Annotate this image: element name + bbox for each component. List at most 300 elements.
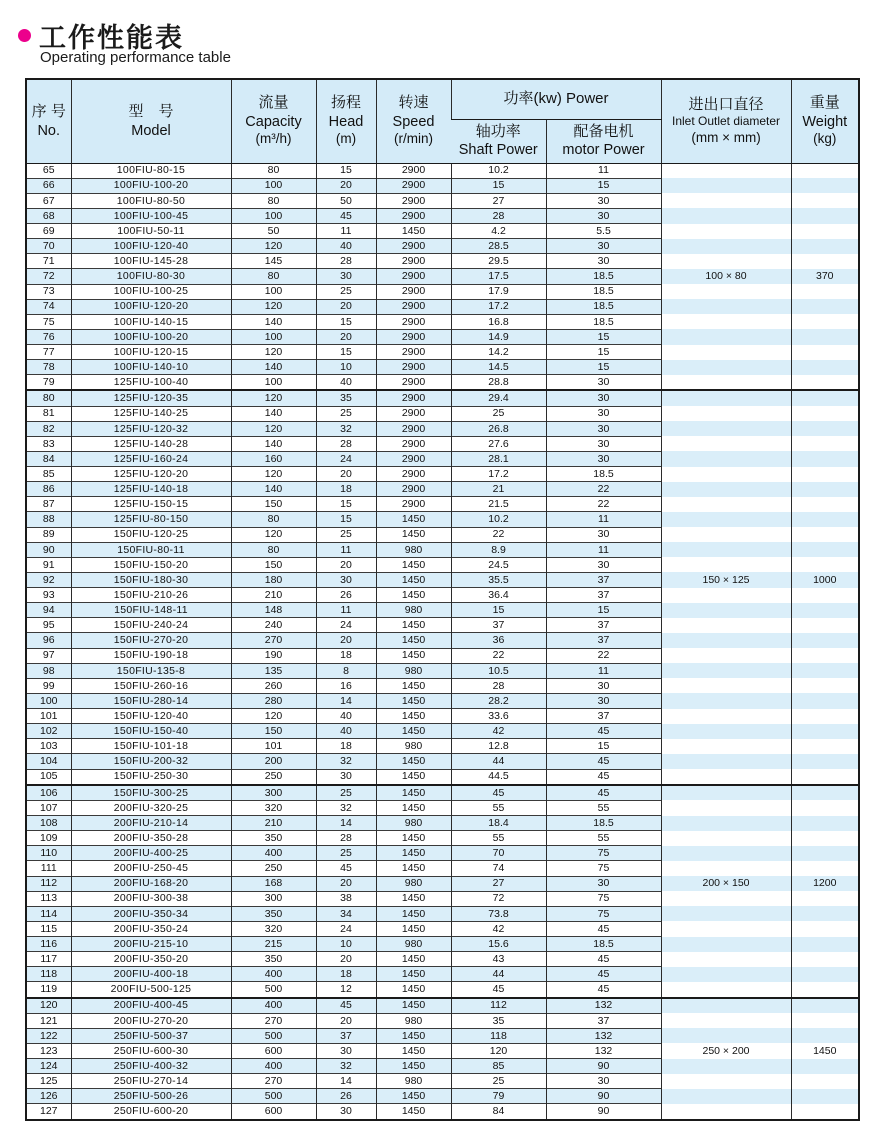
cell-inlet-outlet-diameter [661,739,791,754]
cell-shaft-power: 28 [451,208,546,223]
cell-head: 32 [316,800,376,815]
cell-inlet-outlet-diameter [661,998,791,1014]
cell-motor-power: 15 [546,360,661,375]
cell-weight [791,163,859,178]
cell-shaft-power: 35 [451,1013,546,1028]
cell-no: 124 [26,1059,71,1074]
cell-no: 83 [26,436,71,451]
cell-weight [791,816,859,831]
table-row [26,208,859,223]
cell-motor-power: 45 [546,724,661,739]
cell-shaft-power: 27 [451,193,546,208]
cell-inlet-outlet-diameter [661,1074,791,1089]
cell-inlet-outlet-diameter [661,982,791,998]
cell-weight [791,314,859,329]
table-row [26,1074,859,1089]
cell-weight [791,603,859,618]
cell-shaft-power: 12.8 [451,739,546,754]
cell-shaft-power: 42 [451,724,546,739]
cell-weight: 1000 [791,572,859,587]
cell-inlet-outlet-diameter [661,193,791,208]
cell-motor-power: 75 [546,846,661,861]
cell-no: 122 [26,1028,71,1043]
cell-shaft-power: 17.9 [451,284,546,299]
col-header-speed: 转速 Speed (r/min) [376,79,451,163]
cell-capacity: 400 [231,998,316,1014]
cell-motor-power: 37 [546,709,661,724]
cell-inlet-outlet-diameter [661,1104,791,1120]
cell-capacity: 270 [231,1013,316,1028]
cell-weight [791,906,859,921]
table-row [26,329,859,344]
cell-weight [791,724,859,739]
cell-motor-power: 75 [546,891,661,906]
cell-head: 20 [316,876,376,891]
cell-shaft-power: 85 [451,1059,546,1074]
table-row [26,1043,859,1058]
cell-motor-power: 55 [546,831,661,846]
cell-head: 26 [316,588,376,603]
cell-motor-power: 15 [546,178,661,193]
cell-motor-power: 132 [546,1043,661,1058]
cell-model: 250FIU-600-20 [71,1104,231,1120]
cell-motor-power: 37 [546,572,661,587]
cell-motor-power: 30 [546,208,661,223]
cell-weight [791,406,859,421]
cell-capacity: 120 [231,467,316,482]
cell-no: 82 [26,421,71,436]
cell-weight [791,360,859,375]
cell-motor-power: 18.5 [546,937,661,952]
cell-shaft-power: 25 [451,1074,546,1089]
cell-capacity: 280 [231,693,316,708]
cell-head: 14 [316,693,376,708]
cell-weight [791,482,859,497]
cell-inlet-outlet-diameter [661,846,791,861]
cell-speed: 1450 [376,769,451,785]
cell-head: 25 [316,846,376,861]
cell-no: 98 [26,663,71,678]
col-header-head: 扬程 Head (m) [316,79,376,163]
cell-shaft-power: 17.5 [451,269,546,284]
cell-shaft-power: 4.2 [451,224,546,239]
cell-no: 88 [26,512,71,527]
table-row [26,861,859,876]
cell-weight [791,512,859,527]
cell-model: 200FIU-400-25 [71,846,231,861]
cell-head: 15 [316,345,376,360]
cell-capacity: 300 [231,785,316,801]
cell-speed: 1450 [376,648,451,663]
cell-model: 150FIU-300-25 [71,785,231,801]
cell-head: 38 [316,891,376,906]
cell-inlet-outlet-diameter [661,678,791,693]
table-row [26,314,859,329]
cell-no: 71 [26,254,71,269]
cell-speed: 980 [376,1074,451,1089]
cell-model: 250FIU-500-26 [71,1089,231,1104]
table-row [26,769,859,785]
cell-weight [791,754,859,769]
cell-inlet-outlet-diameter [661,163,791,178]
cell-capacity: 210 [231,588,316,603]
cell-weight [791,648,859,663]
col-header-diameter: 进出口直径 Inlet Outlet diameter (mm × mm) [661,79,791,163]
cell-no: 109 [26,831,71,846]
cell-shaft-power: 14.9 [451,329,546,344]
cell-head: 25 [316,406,376,421]
cell-head: 11 [316,224,376,239]
cell-motor-power: 30 [546,254,661,269]
cell-weight [791,982,859,998]
table-row [26,678,859,693]
table-row [26,937,859,952]
cell-capacity: 270 [231,633,316,648]
cell-head: 28 [316,436,376,451]
cell-head: 20 [316,1013,376,1028]
cell-model: 200FIU-270-20 [71,1013,231,1028]
cell-model: 150FIU-101-18 [71,739,231,754]
table-row [26,891,859,906]
cell-model: 100FIU-50-11 [71,224,231,239]
cell-head: 25 [316,527,376,542]
cell-inlet-outlet-diameter: 100 × 80 [661,269,791,284]
cell-no: 66 [26,178,71,193]
table-row [26,269,859,284]
cell-speed: 1450 [376,754,451,769]
cell-head: 18 [316,739,376,754]
cell-motor-power: 18.5 [546,269,661,284]
cell-weight [791,693,859,708]
cell-model: 100FIU-100-20 [71,329,231,344]
cell-capacity: 190 [231,648,316,663]
cell-motor-power: 22 [546,497,661,512]
cell-motor-power: 45 [546,769,661,785]
table-row [26,603,859,618]
cell-no: 105 [26,769,71,785]
cell-weight [791,663,859,678]
cell-shaft-power: 8.9 [451,542,546,557]
cell-inlet-outlet-diameter [661,618,791,633]
cell-head: 14 [316,1074,376,1089]
cell-motor-power: 11 [546,512,661,527]
cell-capacity: 120 [231,527,316,542]
cell-model: 125FIU-140-25 [71,406,231,421]
cell-speed: 1450 [376,982,451,998]
cell-shaft-power: 84 [451,1104,546,1120]
cell-shaft-power: 43 [451,952,546,967]
cell-shaft-power: 73.8 [451,906,546,921]
cell-model: 125FIU-140-28 [71,436,231,451]
table-row [26,254,859,269]
cell-inlet-outlet-diameter [661,906,791,921]
cell-inlet-outlet-diameter [661,436,791,451]
table-row [26,451,859,466]
table-row [26,633,859,648]
table-row [26,921,859,936]
col-header-model: 型 号 Model [71,79,231,163]
cell-head: 25 [316,785,376,801]
cell-motor-power: 132 [546,1028,661,1043]
col-header-shaft-power: 轴功率 Shaft Power [451,119,546,163]
cell-inlet-outlet-diameter [661,937,791,952]
cell-head: 40 [316,239,376,254]
cell-capacity: 160 [231,451,316,466]
cell-capacity: 100 [231,284,316,299]
cell-capacity: 120 [231,239,316,254]
cell-motor-power: 30 [546,451,661,466]
cell-head: 30 [316,572,376,587]
table-row [26,345,859,360]
cell-no: 120 [26,998,71,1014]
cell-speed: 2900 [376,329,451,344]
cell-motor-power: 30 [546,876,661,891]
cell-inlet-outlet-diameter [661,497,791,512]
cell-motor-power: 15 [546,603,661,618]
cell-head: 10 [316,937,376,952]
cell-shaft-power: 14.2 [451,345,546,360]
cell-inlet-outlet-diameter: 200 × 150 [661,876,791,891]
cell-weight [791,800,859,815]
cell-inlet-outlet-diameter [661,891,791,906]
cell-head: 26 [316,1089,376,1104]
cell-speed: 2900 [376,178,451,193]
cell-shaft-power: 15 [451,178,546,193]
cell-no: 67 [26,193,71,208]
cell-shaft-power: 55 [451,800,546,815]
cell-speed: 2900 [376,284,451,299]
table-row [26,557,859,572]
cell-inlet-outlet-diameter [661,482,791,497]
cell-motor-power: 18.5 [546,816,661,831]
cell-capacity: 300 [231,891,316,906]
table-row [26,163,859,178]
cell-capacity: 100 [231,178,316,193]
cell-no: 75 [26,314,71,329]
table-row [26,876,859,891]
cell-model: 200FIU-350-20 [71,952,231,967]
table-row [26,406,859,421]
cell-speed: 1450 [376,527,451,542]
cell-no: 101 [26,709,71,724]
cell-no: 68 [26,208,71,223]
cell-motor-power: 18.5 [546,299,661,314]
cell-head: 10 [316,360,376,375]
cell-model: 100FIU-140-15 [71,314,231,329]
cell-weight [791,709,859,724]
cell-shaft-power: 37 [451,618,546,633]
cell-capacity: 200 [231,754,316,769]
cell-inlet-outlet-diameter [661,512,791,527]
cell-shaft-power: 26.8 [451,421,546,436]
cell-motor-power: 30 [546,375,661,391]
cell-no: 65 [42,164,55,177]
cell-shaft-power: 27.6 [451,436,546,451]
cell-inlet-outlet-diameter [661,785,791,801]
cell-no: 123 [26,1043,71,1058]
table-row [26,1059,859,1074]
cell-model: 100FIU-120-40 [71,239,231,254]
cell-no: 107 [26,800,71,815]
cell-inlet-outlet-diameter: 150 × 125 [661,572,791,587]
cell-inlet-outlet-diameter [661,239,791,254]
cell-no: 113 [26,891,71,906]
cell-no: 70 [26,239,71,254]
cell-head: 12 [316,982,376,998]
cell-motor-power: 75 [546,906,661,921]
cell-motor-power: 37 [546,588,661,603]
cell-speed: 1450 [376,588,451,603]
table-row [26,663,859,678]
cell-weight [791,846,859,861]
cell-motor-power: 30 [546,693,661,708]
cell-shaft-power: 42 [451,921,546,936]
cell-shaft-power: 70 [451,846,546,861]
cell-capacity: 80 [231,193,316,208]
cell-model: 150FIU-260-16 [71,678,231,693]
page-subtitle: Operating performance table [40,49,231,66]
cell-no: 93 [26,588,71,603]
cell-shaft-power: 44 [451,754,546,769]
cell-weight [791,345,859,360]
cell-no: 89 [26,527,71,542]
cell-model: 200FIU-250-45 [71,861,231,876]
cell-model: 150FIU-135-8 [71,663,231,678]
cell-capacity: 240 [231,618,316,633]
cell-capacity: 350 [231,952,316,967]
cell-capacity: 400 [231,846,316,861]
cell-no: 106 [26,785,71,801]
cell-model: 150FIU-148-11 [71,603,231,618]
cell-capacity: 120 [231,390,316,406]
cell-no: 94 [26,603,71,618]
cell-head: 30 [316,1043,376,1058]
cell-no: 95 [26,618,71,633]
table-row [26,709,859,724]
cell-capacity: 250 [231,861,316,876]
cell-no: 100 [26,693,71,708]
cell-model: 150FIU-200-32 [71,754,231,769]
cell-head: 37 [316,1028,376,1043]
cell-model: 150FIU-120-25 [71,527,231,542]
table-row [26,239,859,254]
cell-motor-power: 18.5 [546,314,661,329]
cell-model: 100FIU-100-45 [71,208,231,223]
cell-shaft-power: 45 [451,785,546,801]
cell-weight [791,785,859,801]
cell-speed: 2900 [376,208,451,223]
cell-head: 11 [316,542,376,557]
table-header [26,79,859,163]
cell-head: 20 [316,633,376,648]
table-row [26,648,859,663]
cell-model: 150FIU-210-26 [71,588,231,603]
cell-head: 30 [316,269,376,284]
cell-speed: 2900 [376,299,451,314]
cell-inlet-outlet-diameter [661,254,791,269]
cell-inlet-outlet-diameter [661,467,791,482]
cell-shaft-power: 22 [451,648,546,663]
cell-speed: 2900 [376,467,451,482]
cell-speed: 1450 [376,512,451,527]
cell-head: 28 [316,254,376,269]
cell-model: 125FIU-100-40 [71,375,231,391]
table-row [26,754,859,769]
cell-shaft-power: 33.6 [451,709,546,724]
cell-inlet-outlet-diameter [661,724,791,739]
table-row [26,724,859,739]
cell-model: 200FIU-500-125 [71,982,231,998]
cell-head: 40 [316,724,376,739]
cell-capacity: 500 [231,1089,316,1104]
cell-model: 250FIU-500-37 [71,1028,231,1043]
table-row [26,482,859,497]
cell-no: 78 [26,360,71,375]
table-row [26,952,859,967]
cell-speed: 980 [376,739,451,754]
cell-motor-power: 132 [546,998,661,1014]
cell-weight [791,467,859,482]
table-row [26,284,859,299]
cell-weight [791,284,859,299]
cell-capacity: 135 [231,663,316,678]
table-row [26,785,859,801]
cell-speed: 980 [376,816,451,831]
cell-capacity: 100 [231,208,316,223]
cell-model: 100FIU-120-15 [71,345,231,360]
cell-motor-power: 37 [546,1013,661,1028]
cell-weight [791,208,859,223]
cell-model: 125FIU-120-20 [71,467,231,482]
cell-inlet-outlet-diameter [661,451,791,466]
cell-model: 200FIU-210-14 [71,816,231,831]
cell-inlet-outlet-diameter [661,542,791,557]
cell-motor-power: 90 [546,1104,661,1120]
cell-weight: 1450 [791,1043,859,1058]
cell-head: 40 [316,375,376,391]
cell-head: 45 [316,208,376,223]
table-row [26,527,859,542]
cell-speed: 1450 [376,998,451,1014]
cell-speed: 2900 [376,239,451,254]
cell-speed: 2900 [376,345,451,360]
cell-inlet-outlet-diameter [661,1028,791,1043]
cell-speed: 980 [376,937,451,952]
cell-inlet-outlet-diameter [661,861,791,876]
table-row [26,618,859,633]
col-header-motor-power: 配备电机 motor Power [546,119,661,163]
cell-head: 24 [316,921,376,936]
cell-weight [791,1089,859,1104]
cell-model: 125FIU-80-150 [71,512,231,527]
cell-speed: 1450 [376,224,451,239]
cell-capacity: 140 [231,436,316,451]
cell-model: 150FIU-150-40 [71,724,231,739]
cell-shaft-power: 55 [451,831,546,846]
cell-inlet-outlet-diameter [661,709,791,724]
cell-head: 8 [316,663,376,678]
cell-capacity: 600 [231,1043,316,1058]
cell-model: 200FIU-400-45 [71,998,231,1014]
cell-speed: 980 [376,876,451,891]
cell-capacity: 215 [231,937,316,952]
cell-no: 121 [26,1013,71,1028]
cell-speed: 2900 [376,421,451,436]
cell-speed: 1450 [376,906,451,921]
cell-head: 20 [316,952,376,967]
cell-capacity: 101 [231,739,316,754]
cell-speed: 1450 [376,800,451,815]
